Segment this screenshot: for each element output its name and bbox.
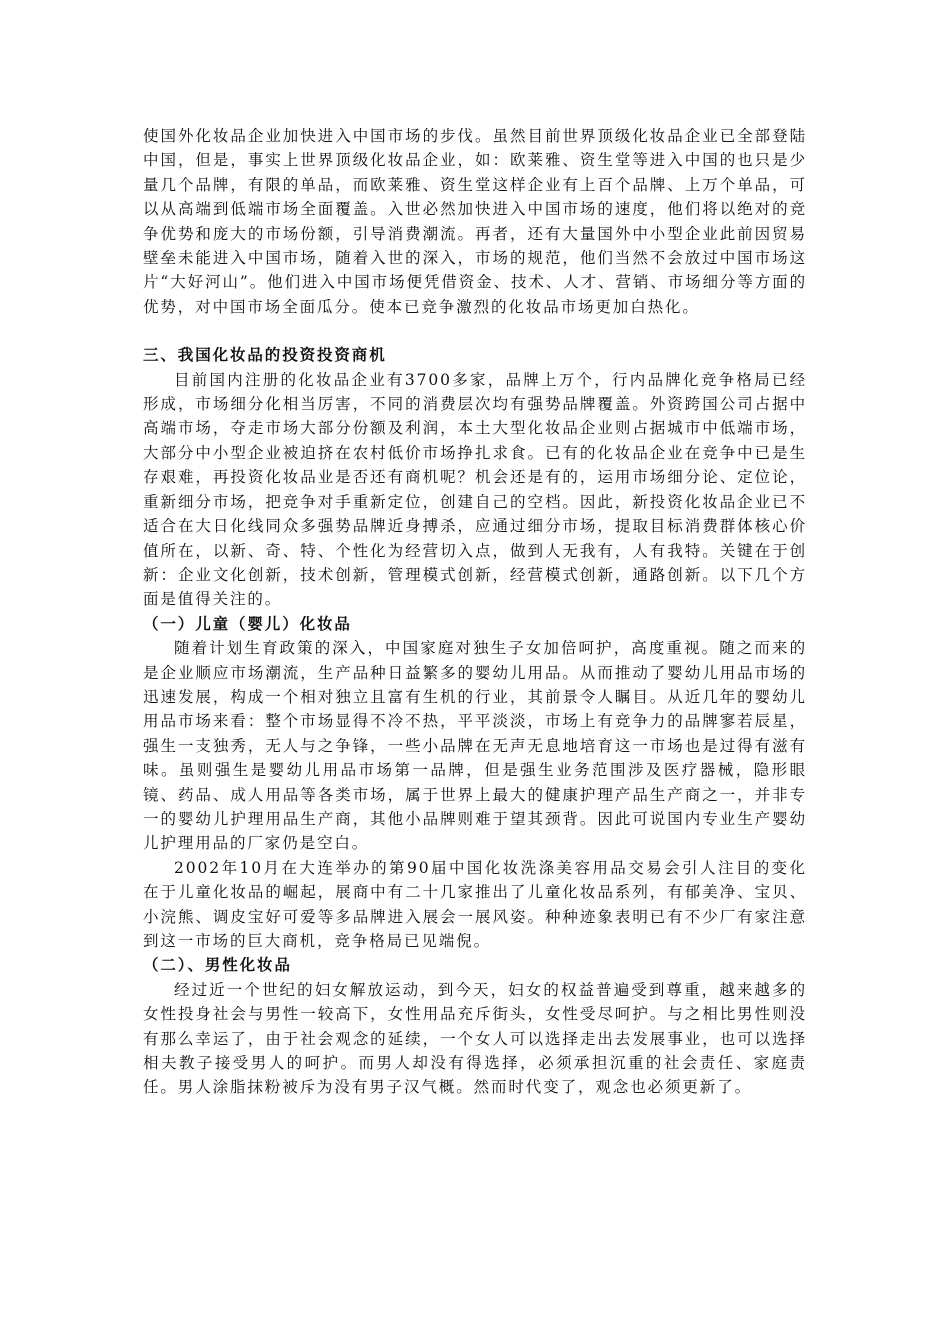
subsection-male-paragraph: 经过近一个世纪的妇女解放运动，到今天，妇女的权益普遍受到尊重，越来越多的女性投身社会与男性一较高下，女性用品充斥街头，女性受尽呵护。与之相比男性则没有那么幸运了，由于社会观念的延续，一个女人可以选择走出去发展事业，也可以选择相夫教子接受男人的呵护。而男人却没有得选择，必须承担沉重的社会责任、家庭责任。男人涂脂抹粉被斥为没有男子汉气概。然而时代变了，观念也必须更新了。	[143, 980, 807, 1097]
paragraph-spacer	[143, 319, 807, 343]
intro-paragraph: 使国外化妆品企业加快进入中国市场的步伐。虽然目前世界顶级化妆品企业已全部登陆中国，但是，事实上世界顶级化妆品企业，如：欧莱雅、资生堂等进入中国的也只是少量几个品牌，有限的单品，而欧莱雅、资生堂这样企业有上百个品牌、上万个单品，可以从高端到低端市场全面覆盖。入世必然加快进入中国市场的速度，他们将以绝对的竞争优势和庞大的市场份额，引导消费潮流。再者，还有大量国外中小型企业此前因贸易壁垒未能进入中国市场，随着入世的深入，市场的规范，他们当然不会放过中国市场这片“大好河山”。他们进入中国市场便凭借资金、技术、人才、营销、市场细分等方面的优势，对中国市场全面瓜分。使本已竞争激烈的化妆品市场更加白热化。	[143, 127, 807, 316]
subsection-children-paragraph-1: 随着计划生育政策的深入，中国家庭对独生子女加倍呵护，高度重视。随之而来的是企业顺应市场潮流，生产品种日益繁多的婴幼儿用品。从而推动了婴幼儿用品市场的迅速发展，构成一个相对独立且富有生机的行业，其前景令人瞩目。从近几年的婴幼儿用品市场来看：整个市场显得不冷不热，平平淡淡，市场上有竞争力的品牌寥若辰星，强生一支独秀，无人与之争锋，一些小品牌在无声无息地培育这一市场也是过得有滋有味。虽则强生是婴幼儿用品市场第一品牌，但是强生业务范围涉及医疗器械，隐形眼镜、药品、成人用品等各类市场，属于世界上最大的健康护理产品生产商之一，并非专一的婴幼儿护理用品生产商，其他小品牌则难于望其颈背。因此可说国内专业生产婴幼儿护理用品的厂家仍是空白。	[143, 639, 807, 853]
subsection-children-paragraph-2: 2002年10月在大连举办的第90届中国化妆洗涤美容用品交易会引人注目的变化在于儿童化妆品的崛起，展商中有二十几家推出了儿童化妆品系列，有郁美净、宝贝、小浣熊、调皮宝好可爱等多品牌进入展会一展风姿。种种迹象表明已有不少厂有家注意到这一市场的巨大商机，竞争格局已见端倪。	[143, 858, 807, 950]
section-3-paragraph: 目前国内注册的化妆品企业有3700多家，品牌上万个，行内品牌化竞争格局已经形成，市场细分化相当厉害，不同的消费层次均有强势品牌覆盖。外资跨国公司占据中高端市场，夺走市场大部分份额及利润，本土大型化妆品企业则占据城市中低端市场，大部分中小型企业被迫挤在农村低价市场挣扎求食。已有的化妆品企业在竞争中已是生存艰难，再投资化妆品业是否还有商机呢？机会还是有的，运用市场细分论、定位论，重新细分市场，把竞争对手重新定位，创建自己的空档。因此，新投资化妆品企业已不适合在大日化线同众多强势品牌近身搏杀，应通过细分市场，提取目标消费群体核心价值所在，以新、奇、特、个性化为经营切入点，做到人无我有，人有我特。关键在于创新：企业文化创新，技术创新，管理模式创新，经营模式创新，通路创新。以下几个方面是值得关注的。	[143, 370, 807, 609]
section-3-heading: 三、我国化妆品的投资投资商机	[143, 346, 387, 365]
document-page	[143, 124, 807, 1100]
subsection-male-heading: （二）、男性化妆品	[143, 956, 292, 975]
subsection-children-heading: （一）儿童（婴儿）化妆品	[143, 614, 352, 633]
